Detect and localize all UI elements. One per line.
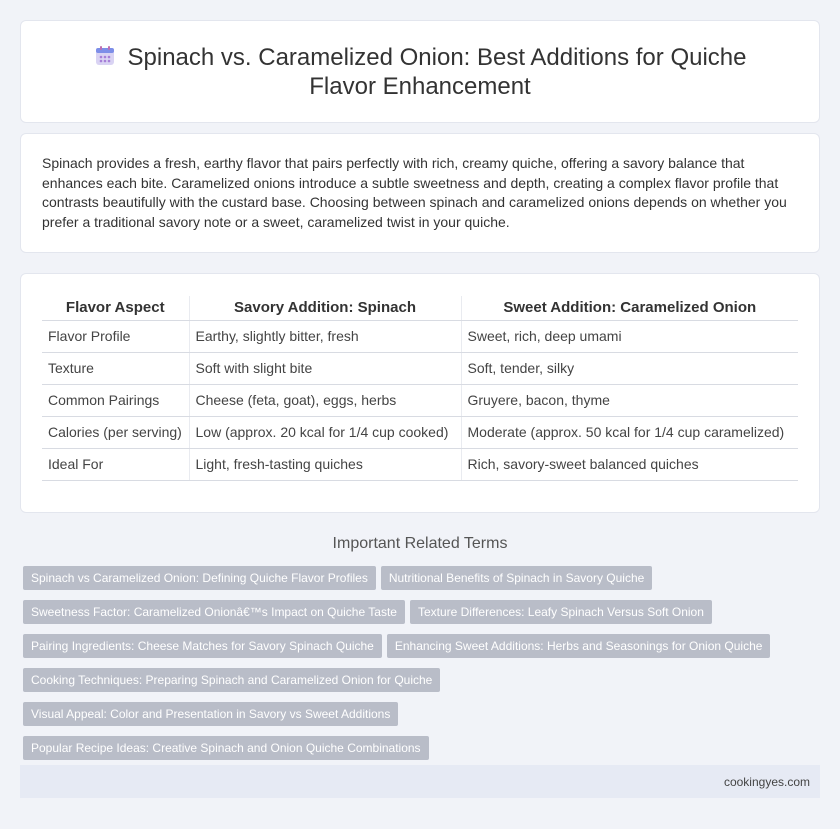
related-term-link[interactable]: Visual Appeal: Color and Presentation in Savory vs Sweet Additions [23,702,398,726]
calendar-icon [94,45,116,67]
column-header: Sweet Addition: Caramelized Onion [461,296,798,321]
comparison-card [20,273,820,513]
table-row [42,353,798,385]
footer [20,765,820,798]
table-cell: Low (approx. 20 kcal for 1/4 cup cooked) [189,417,461,449]
column-header: Savory Addition: Spinach [189,296,461,321]
table-cell: Common Pairings [42,385,189,417]
intro-paragraph: Spinach provides a fresh, earthy flavor that pairs perfectly with rich, creamy quiche, offering a savory balance that enhances each bite. Caramelized onions introduce a subtle sweetness and depth, creating a complex flavor profile that contrasts beautifully with the custard base. Choosing between spinach and caramelized onions depends on whether you prefer a traditional savory note or a sweet, caramelized twist in your quiche. [42,155,787,230]
title-card [20,20,820,123]
related-term-link[interactable]: Popular Recipe Ideas: Creative Spinach and Onion Quiche Combinations [23,736,429,760]
table-cell: Cheese (feta, goat), eggs, herbs [189,385,461,417]
related-term-link[interactable]: Cooking Techniques: Preparing Spinach and Caramelized Onion for Quiche [23,668,440,692]
table-header-row [42,296,798,321]
table-cell: Gruyere, bacon, thyme [461,385,798,417]
table-cell: Sweet, rich, deep umami [461,321,798,353]
table-cell: Light, fresh-tasting quiches [189,449,461,481]
table-cell: Rich, savory-sweet balanced quiches [461,449,798,481]
intro-card [20,133,820,253]
comparison-table [42,296,798,481]
related-term-link[interactable]: Spinach vs Caramelized Onion: Defining Quiche Flavor Profiles [23,566,376,590]
table-row [42,385,798,417]
table-row [42,321,798,353]
table-cell: Texture [42,353,189,385]
page-title: Spinach vs. Caramelized Onion: Best Additions for Quiche Flavor Enhancement [127,44,747,100]
table-cell: Calories (per serving) [42,417,189,449]
related-term-link[interactable]: Pairing Ingredients: Cheese Matches for Savory Spinach Quiche [23,634,382,658]
related-term-link[interactable]: Texture Differences: Leafy Spinach Versus Soft Onion [410,600,712,624]
related-terms-heading: Important Related Terms [332,535,508,552]
page-title-wrap [61,43,779,101]
table-row [42,449,798,481]
table-cell: Moderate (approx. 50 kcal for 1/4 cup caramelized) [461,417,798,449]
table-row [42,417,798,449]
table-cell: Ideal For [42,449,189,481]
table-cell: Soft, tender, silky [461,353,798,385]
related-term-link[interactable]: Enhancing Sweet Additions: Herbs and Seasonings for Onion Quiche [387,634,771,658]
table-cell: Earthy, slightly bitter, fresh [189,321,461,353]
column-header: Flavor Aspect [42,296,189,321]
table-cell: Soft with slight bite [189,353,461,385]
related-term-link[interactable]: Nutritional Benefits of Spinach in Savory Quiche [381,566,652,590]
related-term-link[interactable]: Sweetness Factor: Caramelized Onionâ€™s Impact on Quiche Taste [23,600,405,624]
table-cell: Flavor Profile [42,321,189,353]
footer-site-link[interactable]: cookingyes.com [723,775,810,789]
